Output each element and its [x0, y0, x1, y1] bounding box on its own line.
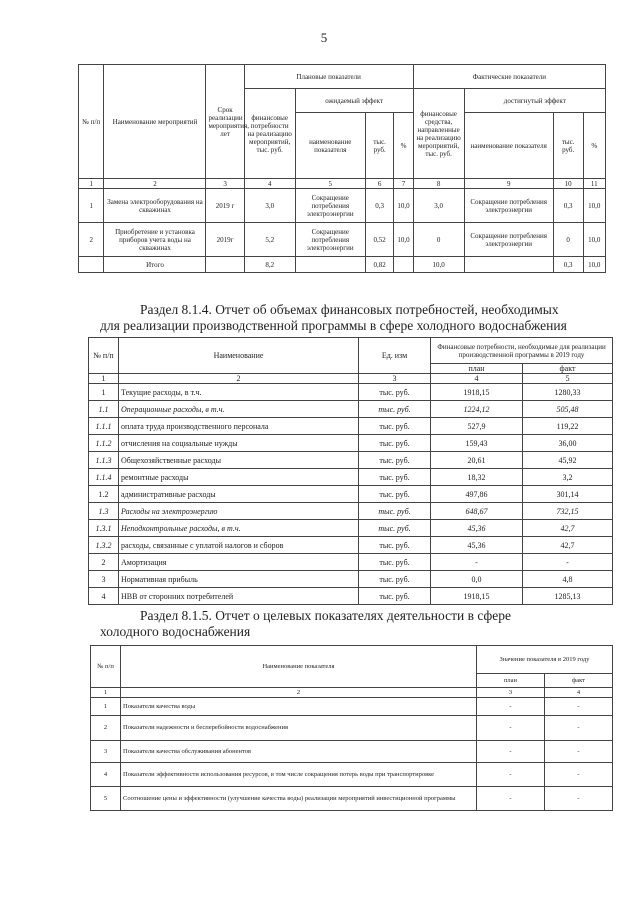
- cell-name: Показатели надежности и бесперебойности водоснабжения: [121, 716, 477, 741]
- cell-num: 1.2: [89, 486, 119, 503]
- hdr-num: № п/п: [91, 646, 121, 688]
- cell-effect: Сокращение потребления электроэнергии: [295, 189, 365, 223]
- cell-effect-fact: Сокращение потребления электроэнергии: [464, 189, 553, 223]
- cell-rub: 0,52: [365, 223, 394, 257]
- cell-name: Общехозяйственные расходы: [119, 452, 359, 469]
- table-row: [89, 554, 613, 571]
- heading-line: Раздел 8.1.4. Отчет об объемах финансовых потребностей, необходимых: [140, 302, 559, 317]
- col-num: 9: [464, 179, 553, 189]
- cell-num: 3: [91, 741, 121, 763]
- hdr-plan: план: [477, 674, 545, 688]
- cell-fact: 42,7: [523, 537, 613, 554]
- cell-fact: 732,15: [523, 503, 613, 520]
- table-row: [91, 787, 613, 811]
- col-num: 4: [545, 688, 613, 698]
- hdr-indicator-name-fact: наименование показателя: [464, 113, 553, 179]
- cell-plan: 45,36: [431, 520, 523, 537]
- cell-unit: тыс. руб.: [359, 554, 431, 571]
- col-num: 3: [206, 179, 244, 189]
- cell-num: 1.3.1: [89, 520, 119, 537]
- heading-line: для реализации производственной программы в сфере холодного водоснабжения: [100, 318, 567, 333]
- cell-num: 4: [89, 588, 119, 605]
- cell-name: Замена электрооборудования на скважинах: [104, 189, 206, 223]
- cell-plan: 45,36: [431, 537, 523, 554]
- col-num: 3: [477, 688, 545, 698]
- cell-unit: тыс. руб.: [359, 401, 431, 418]
- cell-fact: -: [545, 698, 613, 716]
- cell-plan: -: [477, 763, 545, 787]
- col-num: 5: [295, 179, 365, 189]
- cell-num: 3: [89, 571, 119, 588]
- cell-unit: тыс. руб.: [359, 452, 431, 469]
- cell-unit: тыс. руб.: [359, 469, 431, 486]
- cell-num: 1: [79, 189, 104, 223]
- col-num: 5: [523, 374, 613, 384]
- table-row: [89, 418, 613, 435]
- table-row: [79, 223, 606, 257]
- cell-fact: -: [545, 763, 613, 787]
- table-row: [89, 452, 613, 469]
- cell-fact: -: [545, 716, 613, 741]
- col-num: 2: [121, 688, 477, 698]
- table-row: [89, 435, 613, 452]
- hdr-name: Наименование: [119, 338, 359, 374]
- cell-unit: тыс. руб.: [359, 435, 431, 452]
- cell-rub-fact: 0: [553, 223, 583, 257]
- cell-fin: 3,0: [244, 189, 295, 223]
- hdr-achieved-effect: достигнутый эффект: [464, 89, 605, 113]
- col-num: 8: [413, 179, 464, 189]
- cell-num: 1.1: [89, 401, 119, 418]
- table-row: [89, 537, 613, 554]
- cell-num: 1.3: [89, 503, 119, 520]
- cell-name: Нормативная прибыль: [119, 571, 359, 588]
- total-row: [79, 257, 606, 273]
- hdr-pct-fact: %: [583, 113, 605, 179]
- hdr-fact: факт: [523, 364, 613, 374]
- section-8-1-5-heading: [100, 608, 600, 640]
- cell-fact: 3,2: [523, 469, 613, 486]
- cell-plan: 497,86: [431, 486, 523, 503]
- cell-name: Расходы на электроэнергию: [119, 503, 359, 520]
- col-num: 10: [553, 179, 583, 189]
- cell-num: 2: [91, 716, 121, 741]
- target-indicators-table: [90, 645, 613, 811]
- cell-plan: -: [477, 698, 545, 716]
- col-num: 2: [104, 179, 206, 189]
- cell-num: 1: [91, 698, 121, 716]
- cell-name: Показатели качества воды: [121, 698, 477, 716]
- cell-fact: 505,48: [523, 401, 613, 418]
- cell-fact: 301,14: [523, 486, 613, 503]
- column-numbers-row: [89, 374, 613, 384]
- cell-plan: 1918,15: [431, 588, 523, 605]
- cell-fact: 36,00: [523, 435, 613, 452]
- total-label: Итого: [104, 257, 206, 273]
- cell-num: 1.3.2: [89, 537, 119, 554]
- cell-rub: 0,3: [365, 189, 394, 223]
- cell-num: 5: [91, 787, 121, 811]
- cell-name: Операционные расходы, в т.ч.: [119, 401, 359, 418]
- cell-name: оплата труда производственного персонала: [119, 418, 359, 435]
- table-row: [89, 588, 613, 605]
- cell-name: расходы, связанные с уплатой налогов и сборов: [119, 537, 359, 554]
- cell-plan: 159,43: [431, 435, 523, 452]
- heading-line: Раздел 8.1.5. Отчет о целевых показателях деятельности в сфере: [140, 608, 511, 623]
- total-fin: 8,2: [244, 257, 295, 273]
- cell-name: НВВ от сторонних потребителей: [119, 588, 359, 605]
- cell-num: 1.1.2: [89, 435, 119, 452]
- table-row: [89, 486, 613, 503]
- cell-pct: 10,0: [394, 189, 413, 223]
- cell-plan: -: [477, 716, 545, 741]
- table-row: [91, 763, 613, 787]
- table-row: [89, 503, 613, 520]
- heading-line: холодного водоснабжения: [100, 624, 251, 639]
- col-num: 4: [431, 374, 523, 384]
- hdr-indicator-name: Наименование показателя: [121, 646, 477, 688]
- financial-needs-table: [88, 337, 613, 605]
- table-row: [79, 189, 606, 223]
- hdr-unit: Ед. изм: [359, 338, 431, 374]
- hdr-num: № п/п: [89, 338, 119, 374]
- cell-unit: тыс. руб.: [359, 588, 431, 605]
- cell-name: Приобретение и установка приборов учета воды на скважинах: [104, 223, 206, 257]
- hdr-name: Наименование мероприятий: [104, 65, 206, 179]
- table-row: [91, 741, 613, 763]
- cell-name: ремонтные расходы: [119, 469, 359, 486]
- col-num: 1: [91, 688, 121, 698]
- cell-effect-fact: Сокращение потребления электроэнергии: [464, 223, 553, 257]
- cell-num: 1.1.4: [89, 469, 119, 486]
- total-rub-fact: 0,3: [553, 257, 583, 273]
- cell-plan: 18,32: [431, 469, 523, 486]
- cell-effect: Сокращение потребления электроэнергии: [295, 223, 365, 257]
- table-row: [89, 401, 613, 418]
- cell-fin-fact: 3,0: [413, 189, 464, 223]
- cell-num: 2: [89, 554, 119, 571]
- cell-fact: 1280,33: [523, 384, 613, 401]
- total-fin-fact: 10,0: [413, 257, 464, 273]
- cell-unit: тыс. руб.: [359, 486, 431, 503]
- cell-num: 1.1.3: [89, 452, 119, 469]
- table-row: [89, 571, 613, 588]
- cell-name: Соотношение цены и эффективности (улучшение качества воды) реализации мероприятий инвестиционной программы: [121, 787, 477, 811]
- table-row: [91, 716, 613, 741]
- cell-num: 1: [89, 384, 119, 401]
- cell-plan: 648,67: [431, 503, 523, 520]
- cell-fin: 5,2: [244, 223, 295, 257]
- cell-unit: тыс. руб.: [359, 571, 431, 588]
- cell-unit: тыс. руб.: [359, 537, 431, 554]
- col-num: 6: [365, 179, 394, 189]
- cell-plan: -: [431, 554, 523, 571]
- table-row: [91, 698, 613, 716]
- cell-plan: -: [477, 741, 545, 763]
- total-rub: 0,82: [365, 257, 394, 273]
- table-row: [89, 520, 613, 537]
- hdr-term: Срок реализации мероприятия, лет: [206, 65, 244, 179]
- cell-name: Текущие расходы, в т.ч.: [119, 384, 359, 401]
- cell-fact: 4,8: [523, 571, 613, 588]
- cell-fact: -: [545, 741, 613, 763]
- cell-name: Неподконтрольные расходы, в т.ч.: [119, 520, 359, 537]
- hdr-fin-fact: финансовые средства, направленные на реализацию мероприятий, тыс. руб.: [413, 89, 464, 179]
- cell-fact: 1285,13: [523, 588, 613, 605]
- cell-name: Показатели качества обслуживания абонентов: [121, 741, 477, 763]
- table-row: [89, 384, 613, 401]
- col-num: 4: [244, 179, 295, 189]
- total-pct-fact: 10,0: [583, 257, 605, 273]
- hdr-fact: факт: [545, 674, 613, 688]
- page-number: 5: [320, 30, 328, 45]
- cell-fact: -: [523, 554, 613, 571]
- cell-fact: -: [545, 787, 613, 811]
- cell-fact: 42,7: [523, 520, 613, 537]
- col-num: 1: [79, 179, 104, 189]
- hdr-rub-fact: тыс. руб.: [553, 113, 583, 179]
- col-num: 1: [89, 374, 119, 384]
- col-num: 2: [119, 374, 359, 384]
- hdr-plan: план: [431, 364, 523, 374]
- cell-fact: 119,22: [523, 418, 613, 435]
- cell-unit: тыс. руб.: [359, 503, 431, 520]
- cell-fact: 45,92: [523, 452, 613, 469]
- investment-measures-table: [78, 64, 606, 273]
- column-numbers-row: [79, 179, 606, 189]
- cell-name: Амортизация: [119, 554, 359, 571]
- cell-name: Показатели эффективности использования ресурсов, в том числе сокращения потерь воды при транспортировке: [121, 763, 477, 787]
- hdr-fin-plan: финансовые потребности на реализацию мероприятий, тыс. руб.: [244, 89, 295, 179]
- hdr-fin-needs: Финансовые потребности, необходимые для реализации производственной программы в 2019 году: [431, 338, 613, 364]
- cell-num: 1.1.1: [89, 418, 119, 435]
- cell-name: отчисления на социальные нужды: [119, 435, 359, 452]
- cell-pct: 10,0: [394, 223, 413, 257]
- hdr-num: № п/п: [79, 65, 104, 179]
- cell-plan: 527,9: [431, 418, 523, 435]
- column-numbers-row: [91, 688, 613, 698]
- hdr-value: Значение показателя в 2019 году: [477, 646, 613, 674]
- cell-term: 2019г: [206, 223, 244, 257]
- col-num: 3: [359, 374, 431, 384]
- hdr-fact-indicators: Фактические показатели: [413, 65, 605, 89]
- hdr-plan-indicators: Плановые показатели: [244, 65, 413, 89]
- cell-unit: тыс. руб.: [359, 418, 431, 435]
- cell-plan: 1918,15: [431, 384, 523, 401]
- cell-pct-fact: 10,0: [583, 223, 605, 257]
- hdr-indicator-name: наименование показателя: [295, 113, 365, 179]
- cell-rub-fact: 0,3: [553, 189, 583, 223]
- cell-num: 2: [79, 223, 104, 257]
- cell-name: административные расходы: [119, 486, 359, 503]
- col-num: 11: [583, 179, 605, 189]
- table-row: [89, 469, 613, 486]
- hdr-pct: %: [394, 113, 413, 179]
- cell-num: 4: [91, 763, 121, 787]
- hdr-rub: тыс. руб.: [365, 113, 394, 179]
- cell-unit: тыс. руб.: [359, 384, 431, 401]
- cell-plan: 20,61: [431, 452, 523, 469]
- cell-plan: 1224,12: [431, 401, 523, 418]
- col-num: 7: [394, 179, 413, 189]
- cell-plan: -: [477, 787, 545, 811]
- cell-term: 2019 г: [206, 189, 244, 223]
- cell-plan: 0,0: [431, 571, 523, 588]
- cell-pct-fact: 10,0: [583, 189, 605, 223]
- cell-fin-fact: 0: [413, 223, 464, 257]
- hdr-expected-effect: ожидаемый эффект: [295, 89, 413, 113]
- section-8-1-4-heading: [100, 302, 600, 334]
- cell-unit: тыс. руб.: [359, 520, 431, 537]
